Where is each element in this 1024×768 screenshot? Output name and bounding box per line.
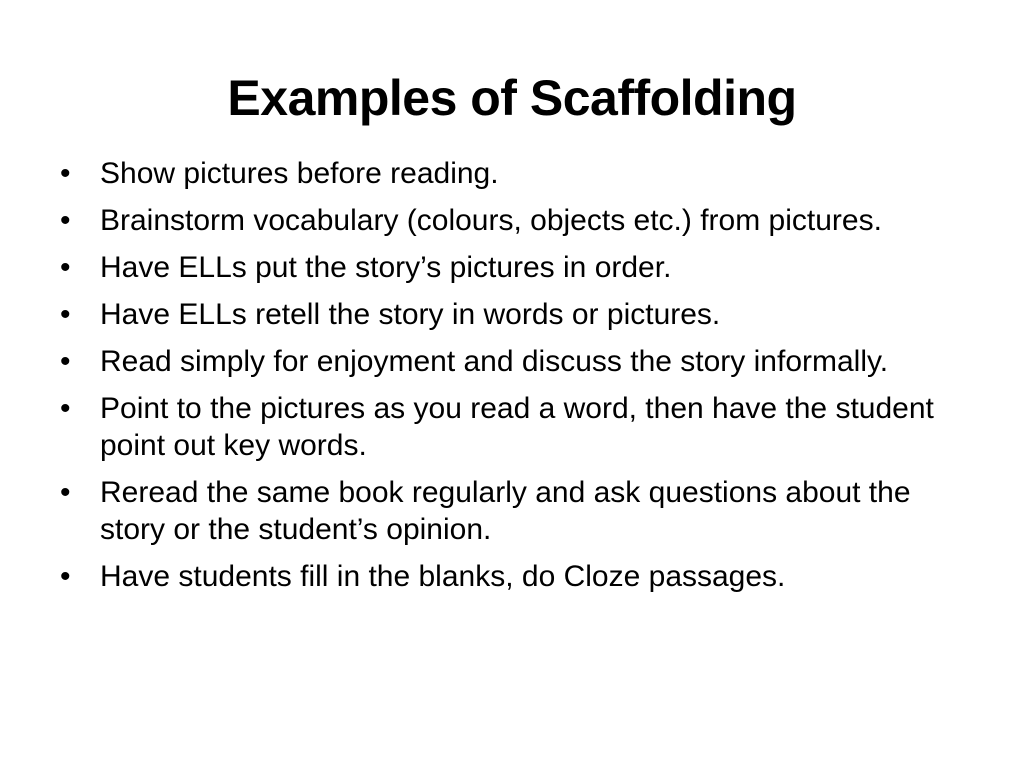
bullet-dot-icon: • [60,157,71,190]
bullet-item [56,155,976,192]
bullet-item [56,296,976,333]
bullet-item [56,474,976,548]
bullet-dot-icon: • [60,392,71,425]
bullet-dot-icon: • [60,560,71,593]
bullet-text: Have students fill in the blanks, do Cloze passages. [100,560,786,593]
bullet-dot-icon: • [60,476,71,509]
bullet-dot-icon: • [60,345,71,378]
bullet-item [56,202,976,239]
bullet-list [56,155,976,605]
bullet-item [56,390,976,464]
bullet-text: Have ELLs retell the story in words or pictures. [100,298,721,331]
bullet-text: Point to the pictures as you read a word, then have the student point out key words. [100,392,934,462]
bullet-text: Show pictures before reading. [100,157,499,190]
bullet-text: Have ELLs put the story’s pictures in order. [100,251,672,284]
bullet-text: Read simply for enjoyment and discuss the story informally. [100,345,889,378]
bullet-text: Reread the same book regularly and ask questions about the story or the student’s opinion. [100,476,911,546]
bullet-text: Brainstorm vocabulary (colours, objects etc.) from pictures. [100,204,882,237]
slide-title: Examples of Scaffolding [227,70,797,126]
bullet-dot-icon: • [60,298,71,331]
bullet-item [56,343,976,380]
bullet-item [56,558,976,595]
bullet-dot-icon: • [60,251,71,284]
bullet-item [56,249,976,286]
bullet-dot-icon: • [60,204,71,237]
